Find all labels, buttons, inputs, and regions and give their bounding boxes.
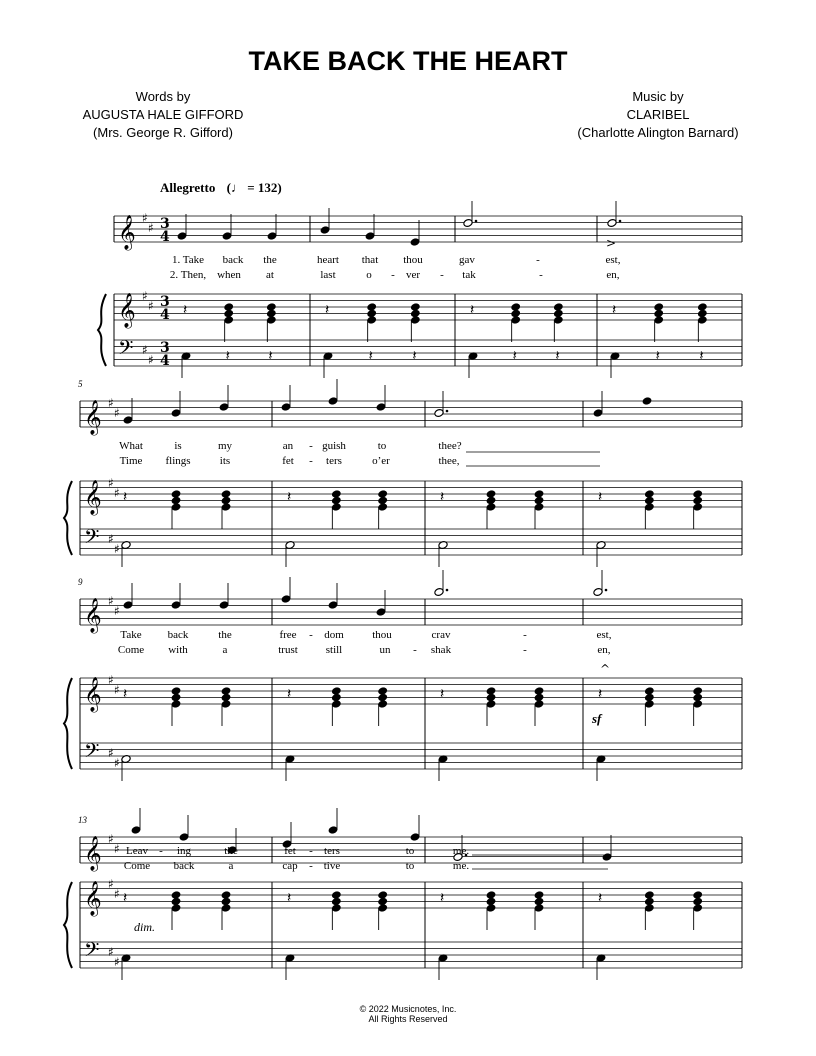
lyric-syllable: flings	[165, 455, 191, 467]
lyric-syllable: that	[361, 254, 379, 266]
lyric-syllable: -	[536, 254, 540, 266]
grand-staff-brace	[98, 294, 106, 366]
time-sig-bottom: 4	[160, 229, 170, 245]
quarter-rest: 𝄽	[325, 302, 330, 318]
quarter-rest: 𝄽	[440, 489, 445, 505]
lyric-syllable: to	[405, 860, 415, 872]
sharp-icon: ♯	[114, 406, 120, 420]
note-dot	[619, 220, 622, 223]
music-label: Music by	[632, 89, 684, 104]
lyric-syllable: trust	[278, 644, 298, 656]
sharp-icon: ♯	[108, 877, 114, 891]
quarter-rest: 𝄽	[123, 686, 128, 702]
lyric-syllable: thee?	[438, 440, 462, 452]
lyric-syllable: the	[263, 254, 277, 266]
lyric-syllable: -	[523, 644, 527, 656]
quarter-rest: 𝄽	[268, 348, 273, 364]
quarter-rest: 𝄽	[612, 302, 617, 318]
measure-number: 5	[78, 379, 83, 389]
notehead	[642, 397, 652, 406]
dynamic-diminuendo: dim.	[134, 920, 155, 934]
lyric-syllable: -	[309, 860, 313, 872]
lyric-syllable: thee,	[438, 455, 460, 467]
quarter-rest: 𝄽	[368, 348, 373, 364]
quarter-rest: 𝄽	[440, 686, 445, 702]
time-sig-top: 3	[160, 294, 170, 310]
lyric-syllable: tive	[323, 860, 341, 872]
lyric-syllable: fet	[284, 845, 296, 857]
lyric-syllable: -	[309, 845, 313, 857]
measure-number: 13	[78, 815, 87, 825]
lyric-syllable: is	[174, 440, 182, 452]
sharp-icon: ♯	[114, 887, 120, 901]
quarter-rest: 𝄽	[699, 348, 704, 364]
sharp-icon: ♯	[108, 832, 114, 846]
bass-clef-icon: 𝄢	[84, 739, 100, 767]
sharp-icon: ♯	[108, 532, 114, 546]
note-dot	[446, 589, 449, 592]
lyric-syllable: en,	[606, 269, 620, 281]
quarter-rest: 𝄽	[598, 489, 603, 505]
quarter-rest: 𝄽	[512, 348, 517, 364]
sharp-icon: ♯	[148, 299, 154, 313]
lyricist-alt-name: (Mrs. George R. Gifford)	[93, 125, 233, 140]
sharp-icon: ♯	[108, 673, 114, 687]
lyric-syllable: free	[279, 629, 297, 641]
lyric-syllable: Come	[117, 644, 145, 656]
time-sig-bottom: 4	[160, 353, 170, 369]
grand-staff-brace	[64, 678, 72, 769]
lyricist-name: AUGUSTA HALE GIFFORD	[82, 107, 244, 122]
lyric-syllable: shak	[430, 644, 452, 656]
lyric-syllable: -	[309, 440, 313, 452]
lyric-syllable: an	[282, 440, 294, 452]
sharp-icon: ♯	[114, 604, 120, 618]
treble-clef-icon: 𝄞	[118, 215, 136, 250]
lyric-syllable: to	[405, 845, 415, 857]
quarter-rest: 𝄽	[123, 489, 128, 505]
sharp-icon: ♯	[114, 486, 120, 500]
treble-clef-icon: 𝄞	[118, 293, 136, 328]
lyric-syllable: un	[379, 644, 391, 656]
lyric-syllable: its	[219, 455, 231, 467]
lyric-syllable: a	[222, 644, 228, 656]
lyric-syllable: fet	[282, 455, 294, 467]
lyric-syllable: 1. Take	[171, 254, 205, 266]
lyric-syllable: -	[413, 644, 417, 656]
treble-clef-icon: 𝄞	[84, 836, 102, 871]
bass-clef-icon: 𝄢	[84, 525, 100, 553]
quarter-rest: 𝄽	[287, 686, 292, 702]
note-dot	[475, 220, 478, 223]
lyric-syllable: with	[168, 644, 188, 656]
lyric-syllable: still	[325, 644, 343, 656]
marcato-mark: ^	[600, 662, 611, 676]
lyric-syllable: thou	[403, 254, 423, 266]
lyric-syllable: back	[222, 254, 244, 266]
lyric-syllable: back	[167, 629, 189, 641]
sharp-icon: ♯	[114, 842, 120, 856]
lyric-syllable: ing	[176, 845, 192, 857]
quarter-rest: 𝄽	[412, 348, 417, 364]
quarter-rest: 𝄽	[598, 686, 603, 702]
lyric-syllable: gav	[459, 254, 475, 266]
sharp-icon: ♯	[142, 211, 148, 225]
lyric-syllable: -	[539, 269, 543, 281]
lyric-syllable: -	[159, 845, 163, 857]
lyric-syllable: to	[377, 440, 387, 452]
time-sig-top: 3	[160, 216, 170, 232]
quarter-rest: 𝄽	[287, 890, 292, 906]
lyric-syllable: Take	[120, 629, 142, 641]
sharp-icon: ♯	[108, 396, 114, 410]
lyric-syllable: me.	[452, 860, 470, 872]
sharp-icon: ♯	[108, 746, 114, 760]
sharp-icon: ♯	[108, 594, 114, 608]
lyric-syllable: ters	[324, 845, 340, 857]
note-dot	[446, 410, 449, 413]
bass-clef-icon: 𝄢	[84, 938, 100, 966]
quarter-note-icon: ♩	[230, 180, 244, 195]
measure-number: 9	[78, 577, 83, 587]
grand-staff-brace	[64, 481, 72, 555]
lyric-syllable: est,	[596, 629, 612, 641]
lyric-syllable: est,	[605, 254, 621, 266]
sharp-icon: ♯	[148, 221, 154, 235]
treble-clef-icon: 𝄞	[84, 400, 102, 435]
words-label: Words by	[135, 89, 191, 104]
sharp-icon: ♯	[114, 683, 120, 697]
quarter-rest: 𝄽	[183, 302, 188, 318]
quarter-rest: 𝄽	[123, 890, 128, 906]
lyric-syllable: the	[218, 629, 232, 641]
lyric-syllable: crav	[431, 629, 451, 641]
quarter-rest: 𝄽	[598, 890, 603, 906]
tempo-bpm: = 132)	[247, 180, 282, 195]
sharp-icon: ♯	[148, 353, 154, 367]
lyric-syllable: Time	[119, 455, 143, 467]
composer-name: CLARIBEL	[626, 107, 690, 122]
lyric-syllable: a	[228, 860, 234, 872]
lyric-syllable: -	[391, 269, 395, 281]
accent-mark: >	[606, 236, 617, 250]
tempo-open-paren: (	[226, 180, 231, 195]
treble-clef-icon: 𝄞	[84, 480, 102, 515]
copyright-text: © 2022 Musicnotes, Inc.	[359, 1004, 457, 1014]
lyric-syllable: 2. Then,	[169, 269, 207, 281]
page-footer	[0, 1004, 816, 1024]
bass-clef-icon: 𝄢	[118, 336, 134, 364]
lyric-syllable: the	[224, 845, 238, 857]
lyric-syllable: at	[266, 269, 274, 281]
sharp-icon: ♯	[114, 955, 120, 969]
lyric-syllable: my	[217, 440, 233, 452]
time-sig-bottom: 4	[160, 307, 170, 323]
sharp-icon: ♯	[108, 476, 114, 490]
quarter-rest: 𝄽	[555, 348, 560, 364]
composer-alt-name: (Charlotte Alington Barnard)	[577, 125, 739, 140]
note-dot	[605, 589, 608, 592]
quarter-rest: 𝄽	[287, 489, 292, 505]
sharp-icon: ♯	[114, 542, 120, 556]
tempo-text: Allegretto	[160, 180, 216, 195]
quarter-rest: 𝄽	[655, 348, 660, 364]
lyric-syllable: -	[309, 629, 313, 641]
lyric-syllable: guish	[322, 440, 346, 452]
lyric-syllable: -	[440, 269, 444, 281]
lyric-syllable: me.	[452, 845, 470, 857]
quarter-rest: 𝄽	[470, 302, 475, 318]
grand-staff-brace	[64, 882, 72, 968]
lyric-syllable: o’er	[372, 455, 390, 467]
sharp-icon: ♯	[108, 945, 114, 959]
lyric-syllable: ters	[326, 455, 342, 467]
quarter-rest: 𝄽	[225, 348, 230, 364]
lyric-syllable: last	[320, 269, 336, 281]
sharp-icon: ♯	[114, 756, 120, 770]
lyric-syllable: Leav	[126, 845, 148, 857]
treble-clef-icon: 𝄞	[84, 881, 102, 916]
treble-clef-icon: 𝄞	[84, 598, 102, 633]
lyric-syllable: -	[523, 629, 527, 641]
lyric-syllable: heart	[317, 254, 339, 266]
treble-clef-icon: 𝄞	[84, 677, 102, 712]
lyric-syllable: ver	[405, 269, 421, 281]
lyric-syllable: thou	[372, 629, 392, 641]
song-title: TAKE BACK THE HEART	[248, 46, 568, 76]
time-sig-top: 3	[160, 340, 170, 356]
sharp-icon: ♯	[142, 289, 148, 303]
lyric-syllable: -	[309, 455, 313, 467]
lyric-syllable: tak	[462, 269, 476, 281]
rights-text: All Rights Reserved	[368, 1014, 448, 1024]
lyric-syllable: What	[119, 440, 143, 452]
dynamic-sforzando: sf	[592, 711, 602, 726]
lyric-syllable: when	[217, 269, 241, 281]
lyric-syllable: back	[173, 860, 195, 872]
lyric-syllable: dom	[324, 629, 344, 641]
lyric-syllable: en,	[597, 644, 611, 656]
quarter-rest: 𝄽	[440, 890, 445, 906]
lyric-syllable: cap	[282, 860, 298, 872]
sharp-icon: ♯	[142, 343, 148, 357]
lyric-syllable: o	[366, 269, 372, 281]
lyric-syllable: Come	[123, 860, 151, 872]
